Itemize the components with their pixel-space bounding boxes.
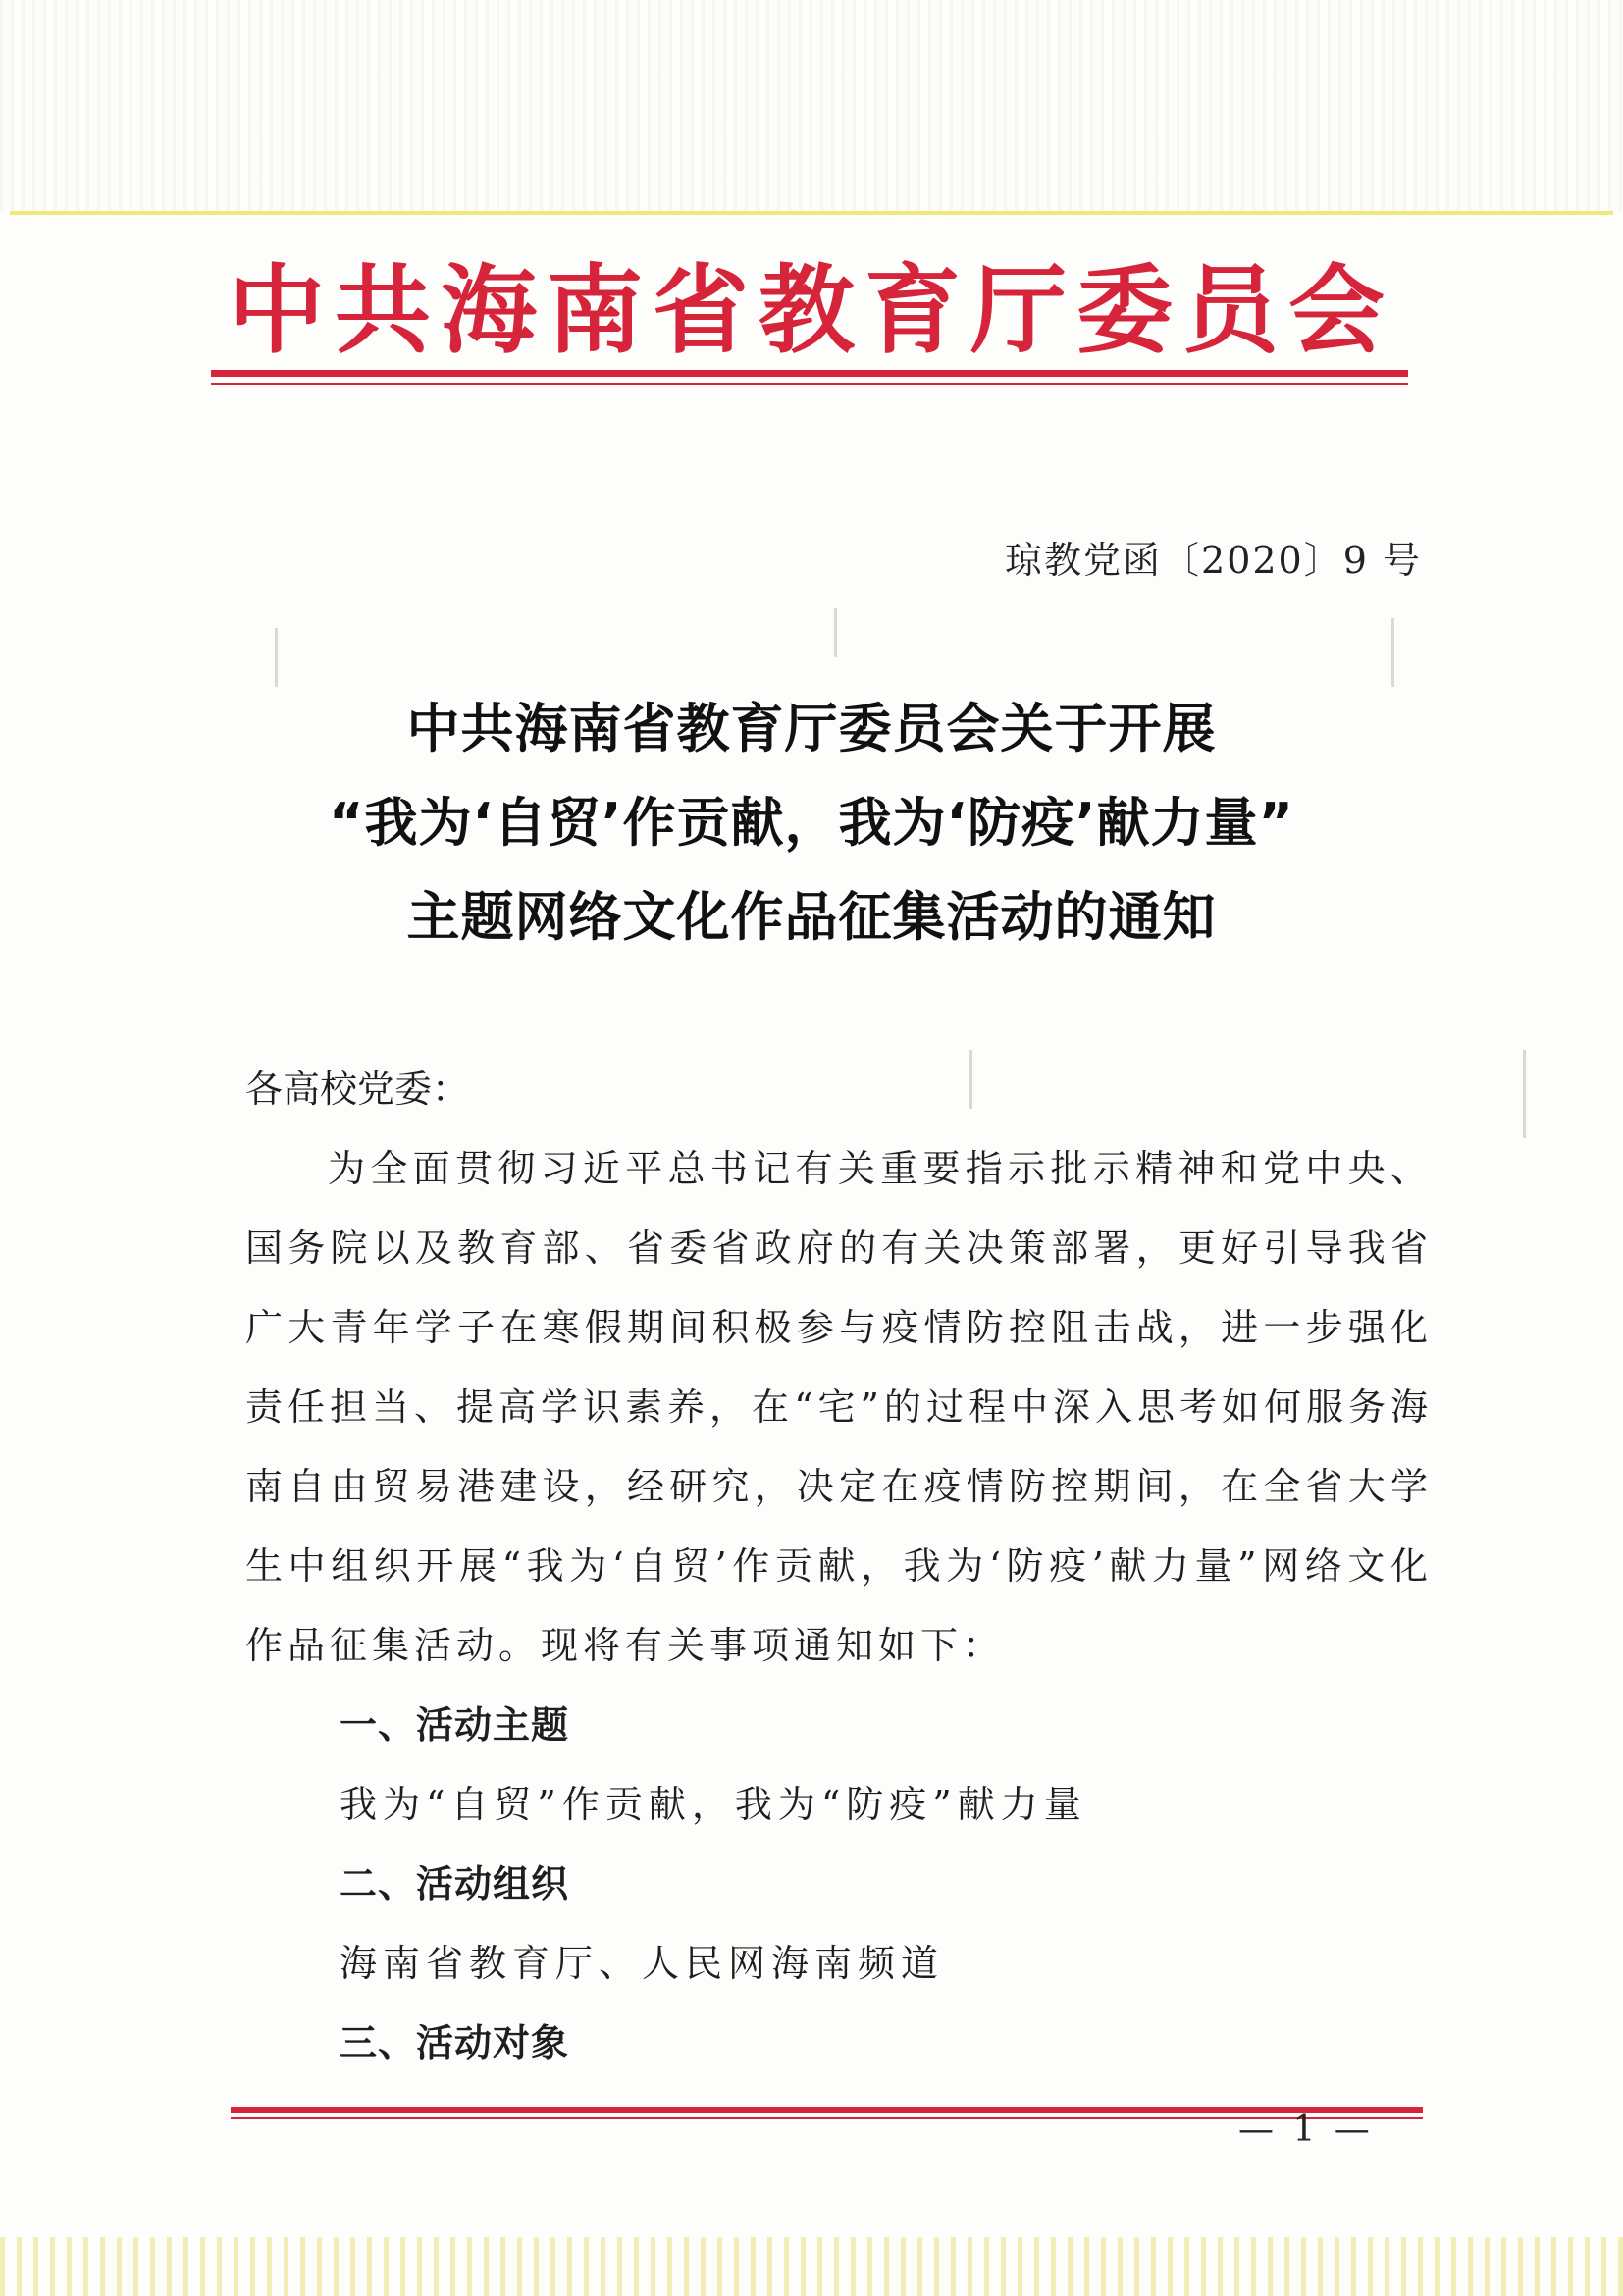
scan-artifact-top: [0, 0, 1623, 211]
scan-artifact-line: [10, 211, 1613, 215]
document-title: [0, 682, 1623, 965]
header-red-rule: [211, 370, 1408, 377]
scan-mark: [834, 608, 837, 657]
document-body: [245, 1050, 1433, 2083]
section-heading: 三、活动对象: [340, 2021, 570, 2064]
scan-mark: [275, 628, 278, 687]
title-line-2: “我为‘自贸’作贡献，我为‘防疫’献力量”: [328, 792, 1295, 854]
title-line-3: 主题网络文化作品征集活动的通知: [406, 886, 1217, 948]
section-text: 海南省教育厅、人民网海南频道: [340, 1942, 945, 1985]
scan-artifact-bottom: [0, 2237, 1623, 2296]
header-red-rule-thin: [211, 383, 1408, 385]
section-heading: 二、活动组织: [340, 1862, 570, 1905]
scan-mark: [1391, 618, 1394, 687]
document-number: 琼教党函〔2020〕9 号: [1005, 539, 1422, 582]
section-text: 我为“自贸”作贡献，我为“防疫”献力量: [340, 1783, 1087, 1826]
issuing-organization: 中共海南省教育厅委员会: [228, 254, 1394, 367]
intro-paragraph: 为全面贯彻习近平总书记有关重要指示批示精神和党中央、国务院以及教育部、省委省政府的有关决策部署，更好引导我省广大青年学子在寒假期间积极参与疫情防控阻击战，进一步强化责任担当、提高学识素养，在“宅”的过程中深入思考如何服务海南自由贸易港建设，经研究，决定在疫情防控期间，在全省大学生中组织开展“我为‘自贸’作贡献，我为‘防疫’献力量”网络文化作品征集活动。现将有关事项通知如下：: [245, 1147, 1433, 1667]
section-heading: 一、活动主题: [340, 1703, 570, 1747]
scan-mark: [1523, 1050, 1526, 1138]
page-number: — 1 —: [1238, 2110, 1374, 2150]
title-line-1: 中共海南省教育厅委员会关于开展: [406, 698, 1217, 759]
salutation: 各高校党委：: [245, 1068, 470, 1111]
